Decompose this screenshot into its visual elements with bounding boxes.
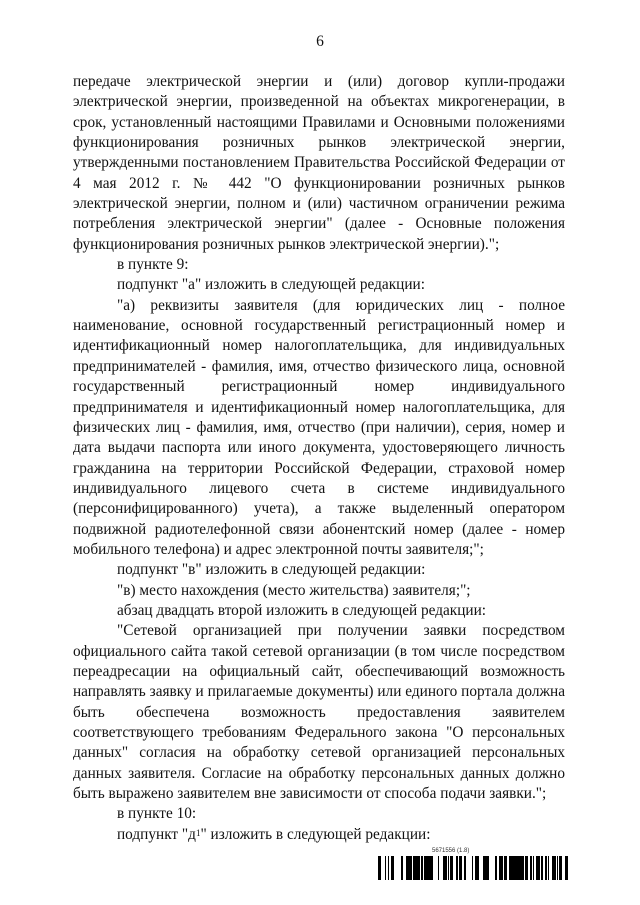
paragraph-5: подпункт "в" изложить в следующей редакции: (117, 561, 426, 579)
barcode-icon (378, 856, 568, 880)
document-body (73, 72, 565, 845)
paragraph-8: "Сетевой организацией при получении заявки посредством официального сайта такой сетевой организации (в том числе посредством переадресации на официальный сайт, обеспечивающий возможность направлять заявку и прилагаемые документы) или единого портала должна быть обеспечена возможность предоставления заявителем соответствующего требованиям Федерального закона "О персональных данных" согласия на обработку сетевой организацией персональных данных заявителя. Согласие на обработку персональных данных должно быть выражено заявителем вне зависимости от способа подачи заявки."; (73, 622, 565, 803)
paragraph-2: в пункте 9: (117, 256, 189, 274)
last-line-end: " изложить в следующей редакции: (200, 825, 431, 843)
barcode-number: 5671556 (1.8) (432, 848, 470, 854)
paragraph-6: "в) место нахождения (место жительства) заявителя;"; (117, 581, 471, 599)
paragraph-9: в пункте 10: (117, 805, 197, 823)
superscript: 1 (195, 827, 201, 838)
page-number: 6 (316, 33, 324, 50)
paragraph-1: передаче электрической энергии и (или) договор купли-продажи электрической энергии, произведенной на объектах микрогенерации, в срок, установленный настоящими Правилами и Основными положениями функционирования розничных рынков электрической энергии, утвержденными постановлением Правительства Российской Федерации от 4 мая 2012 г. № 442 "О функционировании розничных рынков электрической энергии, полном и (или) частичном ограничении режима потребления электрической энергии" (далее - Основные положения функционирования розничных рынков электрической энергии)."; (73, 73, 565, 253)
paragraph-7: абзац двадцать второй изложить в следующей редакции: (117, 601, 487, 619)
barcode-block (378, 848, 568, 882)
paragraph-3: подпункт "а" изложить в следующей редакции: (117, 276, 425, 294)
last-line-start: подпункт "д (117, 825, 196, 843)
paragraph-10 (73, 825, 565, 845)
paragraph-4: "а) реквизиты заявителя (для юридических лиц - полное наименование, основной государственный регистрационный номер и идентификационный номер налогоплательщика, для индивидуальных предпринимателей - фамилия, имя, отчество физического лица, основной государственный регистрационный номер индивидуального предпринимателя и идентификационный номер налогоплательщика, для физических лиц - фамилия, имя, отчество (при наличии), серия, номер и дата выдачи паспорта или иного документа, удостоверяющего личность гражданина на территории Российской Федерации, страховой номер индивидуального лицевого счета в системе индивидуального (персонифицированного) учета), а также выделенный оператором подвижной радиотелефонной связи абонентский номер (далее - номер мобильного телефона) и адрес электронной почты заявителя;"; (73, 296, 565, 558)
